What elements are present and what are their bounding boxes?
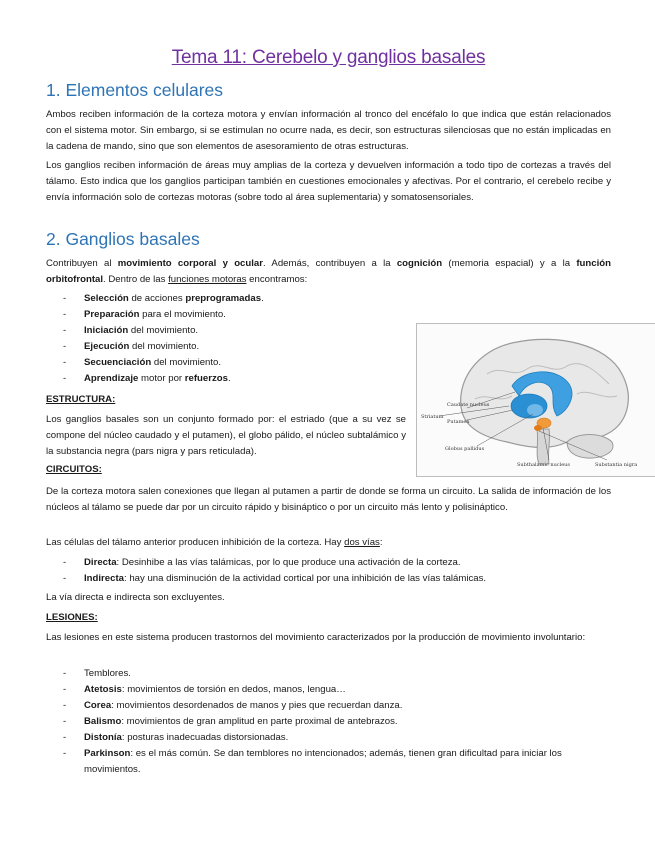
vias-intro	[46, 535, 611, 551]
item-text: : movimientos de torsión en dedos, manos, lengua…	[121, 684, 346, 695]
item-bold: Indirecta	[84, 573, 124, 584]
dash-marker: -	[63, 700, 67, 711]
list-item	[46, 698, 611, 714]
list-item	[46, 666, 611, 682]
cerebellum-shape	[567, 435, 613, 459]
item-text: del movimiento.	[128, 325, 199, 336]
item-bold: Directa	[84, 557, 117, 568]
vias-underline: dos vías	[344, 537, 380, 548]
intro-bold-movement: movimiento corporal y ocular	[117, 258, 263, 269]
item-bold: Secuenciación	[84, 357, 152, 368]
item-text: del movimiento.	[129, 341, 200, 352]
label-caudate: Caudate nucleus	[447, 402, 490, 408]
list-item	[46, 746, 611, 778]
dash-marker: -	[63, 357, 67, 368]
item-bold: Preparación	[84, 309, 140, 320]
lesiones-list	[46, 666, 611, 778]
section-2-heading: 2. Ganglios basales	[46, 229, 200, 249]
list-item	[46, 307, 264, 323]
page-title: Tema 11: Cerebelo y ganglios basales	[171, 47, 486, 68]
dash-marker: -	[63, 293, 67, 304]
list-item	[46, 355, 264, 371]
lesiones-heading: LESIONES:	[46, 612, 98, 623]
lesiones-paragraph: Las lesiones en este sistema producen trastornos del movimiento caracterizados por la producción de movimiento involuntario:	[46, 632, 586, 643]
substantia-nigra	[534, 425, 542, 431]
item-text: Temblores.	[84, 668, 131, 679]
intro-bold-orbitofrontal: función orbitofrontal	[46, 258, 611, 285]
label-nigra: Substantia nigra	[595, 462, 638, 468]
dash-marker: -	[63, 668, 67, 679]
label-striatum: Striatum	[421, 414, 444, 420]
item-text: .	[261, 293, 264, 304]
section-2-intro	[46, 256, 611, 288]
item-bold: Balismo	[84, 716, 122, 727]
list-item	[46, 730, 611, 746]
list-item	[46, 555, 486, 571]
intro-bold-cognition: cognición	[396, 258, 443, 269]
label-subthalamic: Subthalamic nucleus	[517, 462, 570, 468]
estructura-paragraph: Los ganglios basales son un conjunto formado por: el estriado (que a su vez se compone del núcleo caudado y el putamen), el globo pálido, el núcleo subtalámico y la substancia negra (pars nigra y pars reticulada).	[46, 414, 406, 457]
label-globus: Globus pallidus	[445, 446, 485, 452]
brain-illustration	[417, 324, 655, 476]
estructura-heading: ESTRUCTURA:	[46, 394, 116, 405]
dash-marker: -	[63, 373, 67, 384]
list-item	[46, 323, 264, 339]
dash-marker: -	[63, 309, 67, 320]
list-item	[46, 682, 611, 698]
item-bold: Iniciación	[84, 325, 129, 336]
intro-text: encontramos:	[246, 274, 308, 285]
dash-marker: -	[63, 341, 67, 352]
section-1-heading: 1. Elementos celulares	[46, 80, 224, 100]
item-text: : hay una disminución de la actividad cortical por una inhibición de las vías talámicas.	[124, 573, 487, 584]
brainstem-shape	[537, 429, 550, 464]
dash-marker: -	[63, 716, 67, 727]
intro-text: . Dentro de las	[103, 274, 169, 285]
item-bold: preprogramadas	[185, 293, 262, 304]
motor-functions-list	[46, 291, 264, 387]
circuitos-paragraph: De la corteza motora salen conexiones que llegan al putamen a partir de donde se forma un circuito. La salida de información de los núcleos al tálamo se puede dar por un circuito rápido y bisináptico o por un circuito más lento y polisináptico.	[46, 486, 611, 513]
item-text: : Desinhibe a las vías talámicas, por lo que produce una activación de la corteza.	[116, 557, 461, 568]
item-text: : es el más común. Se dan temblores no intencionados; además, tienen gran dificultad para iniciar los movimientos.	[84, 748, 562, 775]
dash-marker: -	[63, 732, 67, 743]
item-text: : posturas inadecuadas distorsionadas.	[121, 732, 289, 743]
intro-text: Contribuyen al	[46, 258, 118, 269]
section-1-paragraph-1: Ambos reciben información de la corteza motora y envían información al tronco del encéfalo lo que indica que están relacionados con el sistema motor. Sin embargo, si se estimulan no ocurre nada, es decir, son estructuras silenciosas que no están implicadas en la cadena de mando, sino que son elementos de asesoramiento de otras estructuras.	[46, 109, 611, 152]
item-text: .	[227, 373, 231, 384]
list-item	[46, 339, 264, 355]
item-bold: Selección	[84, 293, 129, 304]
putamen	[511, 394, 547, 418]
item-text: motor por	[138, 373, 185, 384]
vias-list	[46, 555, 486, 587]
dash-marker: -	[63, 748, 67, 759]
globus-pallidus	[527, 404, 543, 416]
dash-marker: -	[63, 573, 67, 584]
item-text: de acciones	[128, 293, 186, 304]
list-item	[46, 371, 264, 387]
dash-marker: -	[63, 325, 67, 336]
intro-underline-motor: funciones motoras	[168, 274, 247, 285]
dash-marker: -	[63, 684, 67, 695]
item-bold: Distonía	[84, 732, 122, 743]
section-1-paragraph-2: Los ganglios reciben información de áreas muy amplias de la corteza y devuelven información a todo tipo de cortezas a través del tálamo. Esto indica que los ganglios participan también en cuestiones emocionales y afectivas. Por el contrario, el cerebelo recibe y envía información solo de cortezas motoras (sobre todo al área suplementaria) y somatosensoriales.	[46, 160, 611, 203]
vias-intro-text: :	[379, 537, 383, 548]
basal-ganglia-figure	[416, 323, 655, 477]
dash-marker: -	[63, 557, 67, 568]
item-bold: Aprendizaje	[84, 373, 139, 384]
circuitos-heading: CIRCUITOS:	[46, 464, 102, 475]
item-text: : movimientos de gran amplitud en parte proximal de antebrazos.	[121, 716, 398, 727]
item-text: del movimiento.	[151, 357, 222, 368]
vias-conclusion: La vía directa e indirecta son excluyentes.	[46, 592, 225, 603]
item-bold: Parkinson	[84, 748, 131, 759]
label-putamen: Putamen	[447, 419, 470, 425]
item-bold: Ejecución	[84, 341, 130, 352]
list-item	[46, 571, 486, 587]
intro-text: . Además, contribuyen a la	[263, 258, 397, 269]
item-bold: Atetosis	[84, 684, 122, 695]
item-bold: Corea	[84, 700, 112, 711]
item-text: para el movimiento.	[139, 309, 226, 320]
item-text: : movimientos desordenados de manos y pies que recuerdan danza.	[111, 700, 403, 711]
vias-intro-text: Las células del tálamo anterior producen inhibición de la corteza. Hay	[46, 537, 345, 548]
item-bold: refuerzos	[184, 373, 228, 384]
list-item	[46, 291, 264, 307]
list-item	[46, 714, 611, 730]
intro-text: (memoria espacial) y a la	[442, 258, 577, 269]
